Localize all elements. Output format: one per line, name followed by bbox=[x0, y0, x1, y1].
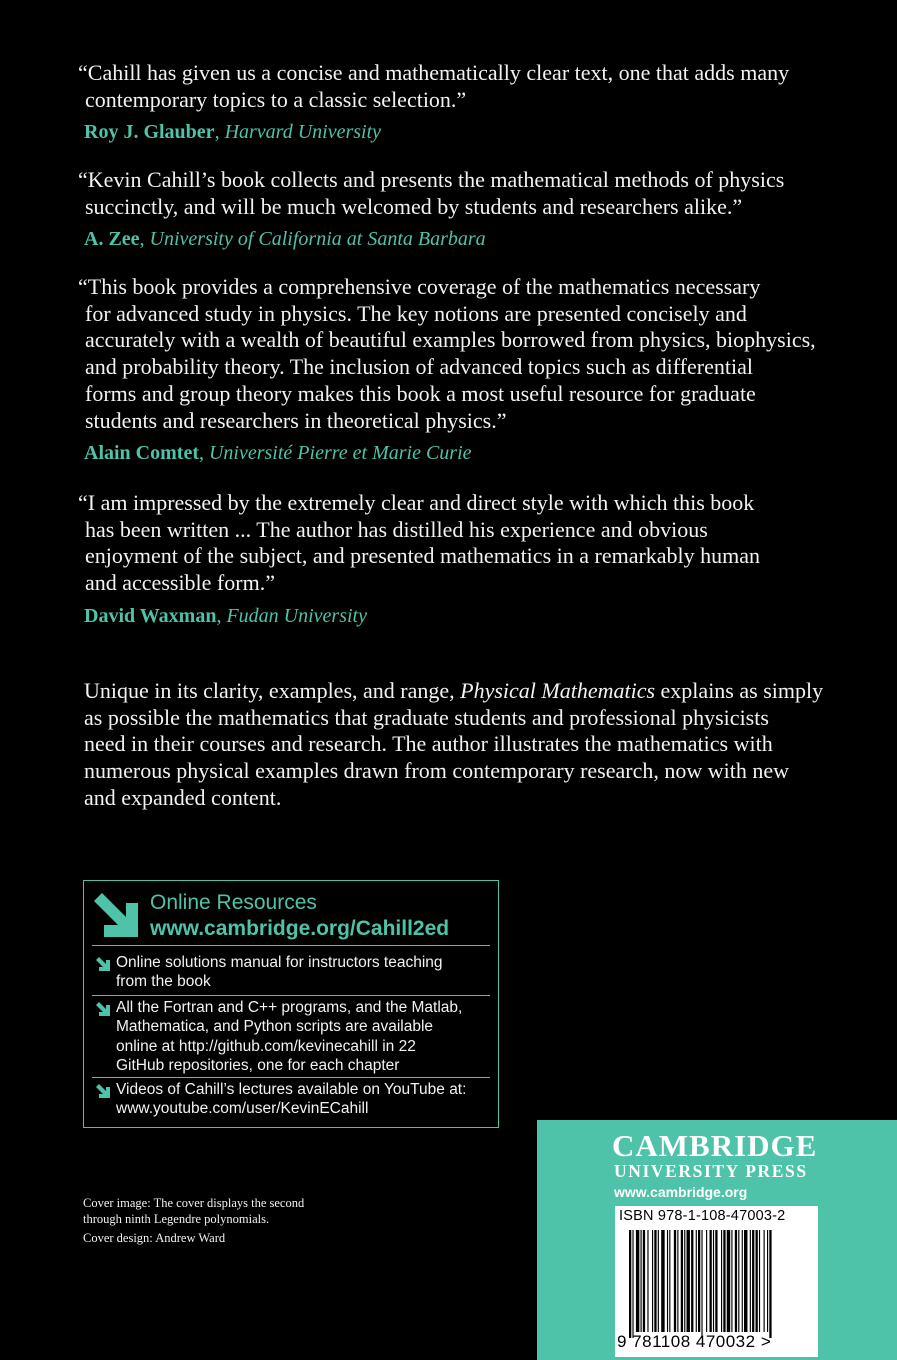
quote-author: Roy J. Glauber bbox=[84, 121, 215, 144]
barcode-bar bbox=[706, 1230, 707, 1332]
barcode-bar bbox=[756, 1230, 758, 1332]
quote-line: “I am impressed by the extremely clear and direct style with which this book bbox=[78, 490, 755, 515]
resources-heading: Online Resources bbox=[150, 891, 317, 914]
barcode-bar bbox=[691, 1230, 693, 1332]
quote-text bbox=[78, 167, 890, 220]
resource-item bbox=[96, 953, 492, 992]
quote-attribution: Roy J. Glauber, Harvard University bbox=[84, 121, 382, 144]
barcode-bar bbox=[636, 1230, 639, 1332]
quote-author: Alain Comtet bbox=[84, 442, 199, 465]
quote-affiliation: Fudan University bbox=[226, 604, 367, 627]
barcode-bar bbox=[661, 1230, 664, 1332]
quote-glauber bbox=[78, 60, 890, 145]
publisher-panel bbox=[537, 1120, 897, 1360]
barcode-bar bbox=[687, 1230, 690, 1332]
divider bbox=[92, 995, 490, 996]
quote-line: for advanced study in physics. The key notions are presented concisely and bbox=[85, 300, 747, 326]
quote-line: enjoyment of the subject, and presented mathematics in a remarkably human bbox=[85, 543, 761, 569]
quote-text bbox=[78, 490, 890, 597]
quote-waxman bbox=[78, 490, 890, 629]
barcode-bar bbox=[750, 1230, 751, 1332]
quote-line: succinctly, and will be much welcomed by students and researchers alike.” bbox=[85, 193, 743, 219]
barcode-bar bbox=[710, 1230, 712, 1332]
barcode-bar bbox=[654, 1230, 656, 1332]
barcode-bar bbox=[643, 1230, 645, 1332]
blurb-line: and expanded content. bbox=[84, 784, 282, 810]
barcode-bar bbox=[764, 1230, 765, 1332]
book-description bbox=[84, 678, 889, 812]
resource-text: www.youtube.com/user/KevinECahill bbox=[116, 1100, 369, 1118]
quote-line: and probability theory. The inclusion of advanced topics such as differential bbox=[85, 354, 753, 380]
publisher-subtitle: UNIVERSITY PRESS bbox=[614, 1161, 808, 1181]
quote-line: students and researchers in theoretical physics.” bbox=[85, 407, 507, 433]
quote-line: “Kevin Cahill’s book collects and presents the mathematical methods of physics bbox=[78, 167, 785, 192]
barcode-bar bbox=[674, 1230, 676, 1332]
blurb-text: Unique in its clarity, examples, and range, bbox=[84, 678, 461, 703]
barcode-bar bbox=[632, 1230, 633, 1338]
arrow-down-right-icon bbox=[96, 957, 110, 971]
barcode-number: 9 781108 470032 > bbox=[617, 1332, 772, 1351]
barcode-bar bbox=[752, 1230, 754, 1332]
quote-line: and accessible form.” bbox=[85, 570, 275, 596]
blurb-text: explains as simply bbox=[655, 678, 824, 703]
barcode-bar bbox=[735, 1230, 737, 1332]
book-title: Physical Mathematics bbox=[460, 678, 656, 703]
publisher-name: CAMBRIDGE bbox=[612, 1128, 818, 1163]
cover-credits bbox=[83, 1195, 304, 1246]
barcode-bar bbox=[767, 1230, 768, 1332]
barcode-bar bbox=[629, 1230, 631, 1338]
arrow-down-right-icon bbox=[96, 1084, 110, 1098]
online-resources-box bbox=[83, 880, 499, 1128]
arrow-down-right-icon bbox=[92, 891, 140, 939]
resource-text: Mathematica, and Python scripts are available bbox=[116, 1018, 434, 1036]
resource-text: online at http://github.com/kevinecahill in 22 bbox=[116, 1037, 416, 1055]
barcode-bar bbox=[684, 1230, 685, 1332]
barcode-bar bbox=[744, 1230, 747, 1332]
barcode-bar bbox=[677, 1230, 678, 1332]
quote-line: has been written ... The author has distilled his experience and obvious bbox=[85, 516, 708, 542]
barcode-bar bbox=[701, 1230, 702, 1338]
blurb-line: as possible the mathematics that graduate students and professional physicists bbox=[84, 704, 769, 730]
barcode-bar bbox=[723, 1230, 725, 1332]
barcode-bar bbox=[647, 1230, 648, 1332]
quote-affiliation: Harvard University bbox=[224, 121, 382, 144]
resource-text: Online solutions manual for instructors teaching bbox=[116, 954, 443, 971]
barcode-bar bbox=[715, 1230, 717, 1332]
barcode-bar bbox=[721, 1230, 722, 1332]
barcode-box bbox=[615, 1206, 818, 1357]
blurb-line bbox=[84, 678, 889, 705]
quote-author: David Waxman bbox=[84, 604, 217, 627]
quote-line: contemporary topics to a classic selection.” bbox=[85, 86, 467, 112]
barcode-bar bbox=[731, 1230, 732, 1332]
barcode-bar bbox=[658, 1230, 659, 1332]
barcode-bar bbox=[742, 1230, 743, 1332]
barcode-bar bbox=[641, 1230, 642, 1332]
arrow-down-right-icon bbox=[96, 1002, 110, 1016]
barcode-bar bbox=[769, 1230, 771, 1338]
quote-line: forms and group theory makes this book a most useful resource for graduate bbox=[85, 380, 756, 406]
quote-line: “Cahill has given us a concise and mathematically clear text, one that adds many bbox=[78, 60, 790, 85]
resource-text: Videos of Cahill’s lectures available on YouTube at: bbox=[116, 1081, 467, 1098]
isbn: ISBN 978-1-108-47003-2 bbox=[619, 1208, 786, 1224]
quote-attribution: A. Zee, University of California at Santa Barbara bbox=[84, 228, 486, 251]
resource-text: All the Fortran and C++ programs, and the Matlab, bbox=[116, 999, 463, 1016]
quote-line: “This book provides a comprehensive coverage of the mathematics necessary bbox=[78, 274, 761, 299]
cover-image-credit: Cover image: The cover displays the second bbox=[83, 1196, 305, 1210]
resources-url[interactable]: www.cambridge.org/Cahill2ed bbox=[150, 917, 450, 940]
blurb-line: need in their courses and research. The author illustrates the mathematics with bbox=[84, 731, 773, 757]
barcode-bar bbox=[759, 1230, 760, 1332]
barcode-bar bbox=[727, 1230, 730, 1332]
divider bbox=[92, 1077, 490, 1078]
barcode-bar bbox=[669, 1230, 670, 1332]
barcode-bar bbox=[696, 1230, 697, 1332]
barcode-bar bbox=[652, 1230, 653, 1332]
quote-affiliation: University of California at Santa Barbara bbox=[149, 228, 486, 251]
quote-author: A. Zee bbox=[84, 228, 140, 251]
quote-zee bbox=[78, 167, 890, 252]
cover-image-credit: through ninth Legendre polynomials. bbox=[83, 1212, 270, 1226]
barcode-bar bbox=[738, 1230, 739, 1332]
barcode-bar bbox=[713, 1230, 714, 1332]
divider bbox=[92, 945, 490, 946]
quote-attribution: David Waxman, Fudan University bbox=[84, 604, 367, 627]
barcode-bar bbox=[681, 1230, 683, 1332]
barcode-bar bbox=[698, 1230, 700, 1332]
quote-line: accurately with a wealth of beautiful examples borrowed from physics, biophysics, bbox=[85, 327, 816, 353]
resource-text: GitHub repositories, one for each chapter bbox=[116, 1056, 400, 1074]
barcode-bar bbox=[667, 1230, 668, 1332]
blurb-line: numerous physical examples drawn from contemporary research, now with new bbox=[84, 758, 789, 784]
resource-item bbox=[96, 1080, 492, 1119]
quote-affiliation: Université Pierre et Marie Curie bbox=[208, 442, 472, 465]
quote-text bbox=[78, 274, 890, 434]
quote-attribution: Alain Comtet, Université Pierre et Marie Curie bbox=[84, 442, 472, 465]
resource-text: from the book bbox=[116, 973, 211, 991]
quote-text bbox=[78, 60, 890, 113]
resource-item bbox=[96, 998, 492, 1075]
quote-comtet bbox=[78, 274, 890, 466]
cover-design-credit: Cover design: Andrew Ward bbox=[83, 1231, 226, 1245]
publisher-url[interactable]: www.cambridge.org bbox=[614, 1184, 748, 1200]
